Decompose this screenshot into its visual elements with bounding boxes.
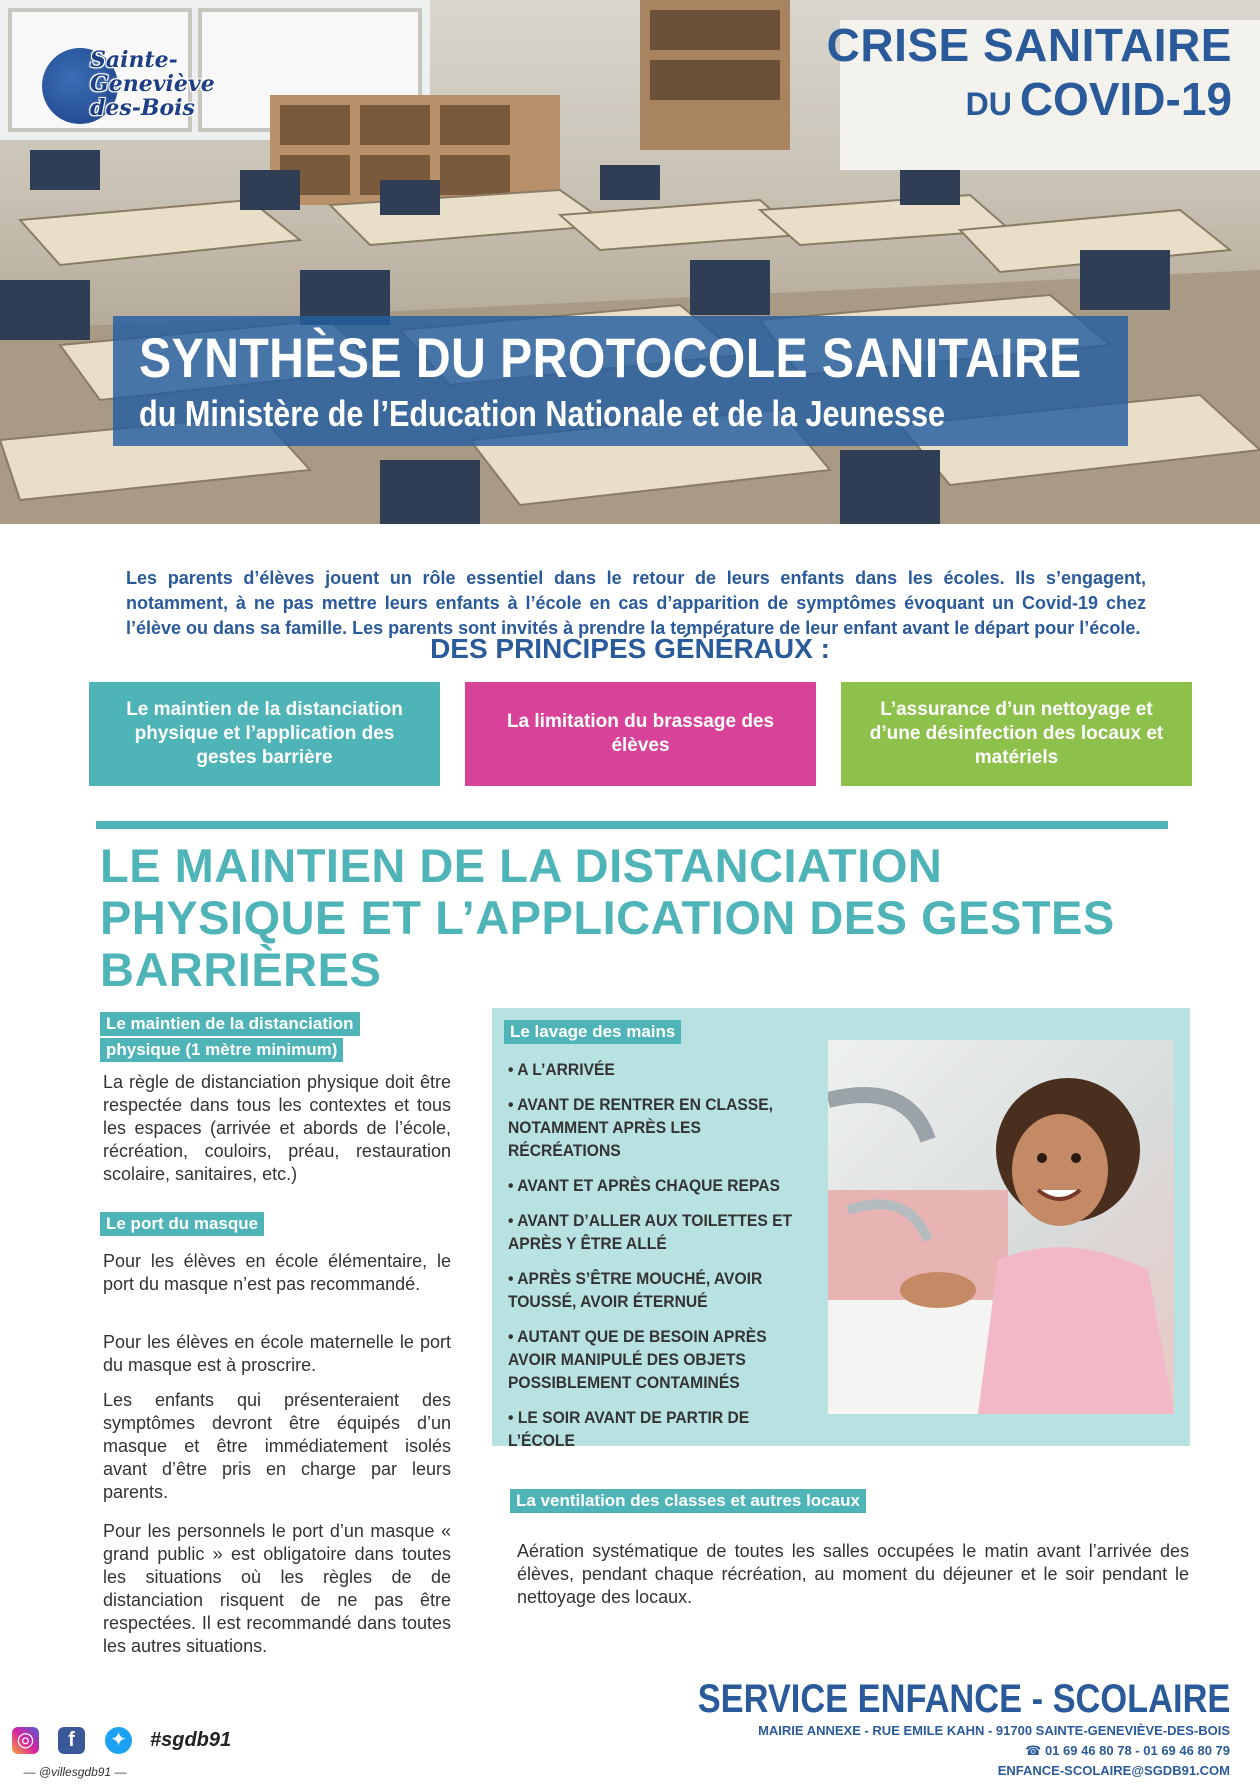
masque-maternelle-text: Pour les élèves en école maternelle le port du masque est à proscrire. [103,1332,451,1375]
list-item: • AVANT DE RENTRER EN CLASSE, NOTAMMENT APRÈS LES RÉCRÉATIONS [508,1095,774,1160]
distanciation-tag [100,1012,360,1064]
instagram-icon[interactable]: ◎ [12,1727,39,1754]
crise-line-2 [827,72,1232,131]
document-title: SYNTHÈSE DU PROTOCOLE SANITAIRE [139,326,1082,389]
list-item: • AUTANT QUE DE BESOIN APRÈS AVOIR MANIPULÉ DES OBJETS POSSIBLEMENT CONTAMINÉS [508,1327,767,1392]
masque-tag-label: Le port du masque [100,1212,264,1236]
masque-symptomes-text: Les enfants qui présenteraient des symptômes devront être équipés d’un masque et être immédiatement isolés avant d’être pris en charge par leurs parents. [103,1390,451,1502]
lavage-tag: Le lavage des mains [504,1020,681,1044]
hashtag: #sgdb91 [150,1729,232,1751]
document-subtitle: du Ministère de l’Education Nationale et de la Jeunesse [139,393,946,434]
ventilation-tag [510,1489,866,1513]
principe-nettoyage-box [841,682,1192,786]
service-name: SERVICE ENFANCE - SCOLAIRE [697,1677,1230,1721]
masque-tag [100,1212,264,1236]
masque-elementaire-text: Pour les élèves en école élémentaire, le port du masque n’est pas recommandé. [103,1251,451,1294]
city-logo [42,42,215,128]
ventilation-text: Aération systématique de toutes les salles occupées le matin avant l’arrivée des élèves, pendant chaque récréation, au moment du déjeuner et le soir pendant le nettoyage des locaux. [517,1541,1189,1607]
masque-personnels-text: Pour les personnels le port d’un masque « grand public » est obligatoire dans toutes les situations où les règles de de distanciation risquent de ne pas être respectées. Il est recommandé dans toutes les autres situations. [103,1521,451,1656]
crise-line-1: CRISE SANITAIRE [826,19,1232,71]
service-contact [611,1677,1230,1781]
facebook-icon[interactable]: f [58,1727,85,1754]
service-address: MAIRIE ANNEXE - RUE EMILE KAHN - 91700 SAINTE-GENEVIÈVE-DES-BOIS [758,1723,1230,1738]
crise-sanitaire-heading [827,18,1232,131]
lavage-des-mains-box [492,1008,1190,1450]
list-item: • APRÈS S’ÊTRE MOUCHÉ, AVOIR TOUSSÉ, AVOIR ÉTERNUÉ [508,1269,763,1311]
intro-paragraph: Les parents d’élèves jouent un rôle essentiel dans le retour de leurs enfants dans les écoles. Ils s’engagent, notamment, à ne pas mettre leurs enfants à l’école en cas d’apparition de symptômes évoquant un Covid-19 chez l’élève ou dans sa famille. Les parents sont invités à prendre la température de leur enfant avant le départ pour l’école. [126,568,1146,638]
list-item: • AVANT D’ALLER AUX TOILETTES ET APRÈS Y ÊTRE ALLÉ [508,1211,793,1253]
logo-line-2: Geneviève [90,71,215,97]
principe-label: Le maintien de la distanciation physique et l’application des gestes barrière [126,699,403,768]
title-banner [113,316,1128,446]
social-handle: — @villesgdb91 — [23,1765,127,1779]
principe-brassage-box [465,682,816,786]
tag-line-2: physique (1 mètre minimum) [100,1038,343,1062]
logo-text [90,48,240,120]
list-item: • AVANT ET APRÈS CHAQUE REPAS [508,1176,780,1195]
section-divider [96,821,1168,829]
logo-line-1: Sainte- [90,47,178,73]
hero-classroom-photo [0,0,1260,524]
lavage-list [508,1058,808,1464]
principe-distanciation-box [89,682,440,786]
section-heading: LE MAINTIEN DE LA DISTANCIATION PHYSIQUE ET L’APPLICATION DES GESTES BARRIÈRES [100,839,1115,996]
tag-line-1: Le maintien de la distanciation [100,1012,360,1036]
service-email[interactable]: ENFANCE-SCOLAIRE@SGDB91.COM [997,1763,1230,1778]
logo-line-3: des-Bois [90,95,195,121]
principes-heading: DES PRINCIPES GÉNÉRAUX : [430,633,830,664]
social-links [10,1727,250,1787]
principe-label: L’assurance d’un nettoyage et d’une désinfection des locaux et matériels [869,699,1164,768]
list-item: • LE SOIR AVANT DE PARTIR DE L’ÉCOLE [508,1408,750,1450]
list-item: • A L’ARRIVÉE [508,1060,615,1079]
twitter-icon[interactable]: ✦ [105,1727,132,1754]
ventilation-tag-label: La ventilation des classes et autres locaux [510,1489,866,1513]
principe-label: La limitation du brassage des élèves [506,711,775,756]
distanciation-text: La règle de distanciation physique doit être respectée dans tous les contextes et tous les espaces (arrivée et abords de l’école, récréation, couloirs, préau, restauration scolaire, sanitaires, etc.) [103,1072,451,1184]
crise-du: DU [965,86,1012,122]
service-phones: ☎ 01 69 46 80 78 - 01 69 46 80 79 [1025,1743,1230,1758]
child-washing-hands-photo [828,1040,1174,1414]
crise-covid: COVID-19 [1019,73,1232,125]
